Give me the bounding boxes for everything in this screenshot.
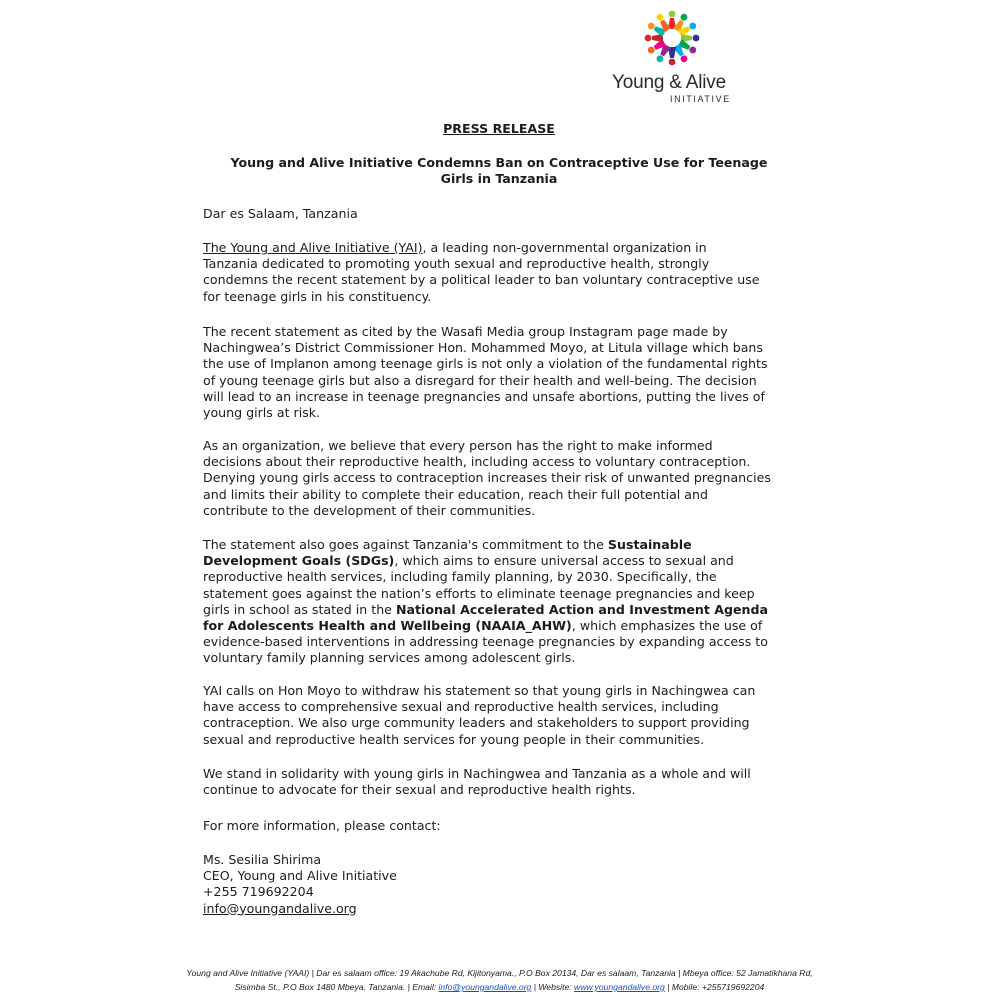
paragraph-commitments: The statement also goes against Tanzania's commitment to the Sustainable Development Goals (SDGs), which aims to ensure universal access to sexual and reproductive health services, including family planning, by 2030. Specifically, the statement goes against the nation’s efforts to eliminate teenage pregnancies and keep girls in school as stated in the National Accelerated Action and Investment Agenda for Adolescents Health and Wellbeing (NAAIA_AHW), which emphasizes the use of evidence-based interventions in addressing teenage pregnancies by expanding access to voluntary family planning services among adolescent girls.	[203, 537, 769, 666]
logo-star-emblem-icon	[642, 8, 702, 68]
footer-address: Young and Alive Initiative (YAAI) | Dar es salaam office: 19 Akachube Rd, Kijitonyama., P.O Box 20134, Dar es salaam, Tanzania | Mbeya office: 52 Jamatikhana Rd,	[186, 968, 813, 978]
contact-role: CEO, Young and Alive Initiative	[203, 868, 397, 884]
contact-intro: For more information, please contact:	[203, 818, 441, 833]
paragraph-solidarity: We stand in solidarity with young girls in Nachingwea and Tanzania as a whole and will continue to advocate for their sexual and reproductive health rights.	[203, 766, 751, 798]
contact-phone: +255 719692204	[203, 884, 314, 900]
headline-line: Young and Alive Initiative Condemns Ban on Contraceptive Use for Teenage	[230, 155, 768, 170]
headline-line: Girls in Tanzania	[440, 171, 558, 186]
paragraph-organization-belief: As an organization, we believe that every person has the right to make informed decisions about their reproductive health, including access to voluntary contraception. Denying young girls access to contraception increases their risk of unwanted pregnancies and limits their ability to complete their education, reach their full potential and contribute to the development of their communities.	[203, 438, 771, 518]
contact-email-link[interactable]: info@youngandalive.org	[203, 900, 357, 916]
dateline: Dar es Salaam, Tanzania	[203, 206, 358, 221]
footer-email-link[interactable]: info@youngandalive.org	[438, 982, 532, 992]
headline	[203, 155, 795, 187]
page-title: PRESS RELEASE	[443, 121, 555, 136]
contact-name: Ms. Sesilia Shirima	[203, 852, 322, 867]
paragraph-statement: The recent statement as cited by the Wasafi Media group Instagram page made by Nachingwea’s District Commissioner Hon. Mohammed Moyo, at Litula village which bans the use of Implanon among teenage girls is not only a violation of the fundamental rights of young teenage girls but also a disregard for their health and well-being. The decision will lead to an increase in teenage pregnancies and unsafe abortions, putting the lives of young girls at risk.	[203, 324, 768, 421]
logo-subtitle: INITIATIVE	[670, 94, 731, 104]
org-name-link: The Young and Alive Initiative (YAI)	[203, 240, 423, 255]
footer: Young and Alive Initiative (YAAI) | Dar es salaam office: 19 Akachube Rd, Kijitonyama., P.O Box 20134, Dar es salaam, Tanzania | Mbeya office: 52 Jamatikhana Rd, Sisimba St., P.O Box 1480 Mbeya, Tanzania. | Email: info@youngandalive.org | Website: www.youngandalive.org | Mobile: +255719692204	[0, 966, 999, 994]
paragraph-call-to-action: YAI calls on Hon Moyo to withdraw his statement so that young girls in Nachingwea can have access to comprehensive sexual and reproductive health services, including contraception. We also urge community leaders and stakeholders to support providing sexual and reproductive health services for young people in their communities.	[203, 683, 756, 747]
organization-logo	[606, 8, 736, 104]
contact-block	[203, 852, 803, 917]
logo-name: Young & Alive	[612, 72, 726, 93]
footer-website-link[interactable]: www.youngandalive.org	[574, 982, 665, 992]
logo-center	[664, 30, 680, 46]
paragraph-intro: The Young and Alive Initiative (YAI), a leading non-governmental organization in Tanzania dedicated to promoting youth sexual and reproductive health, strongly condemns the recent statement by a political leader to ban voluntary contraceptive use for teenage girls in his constituency.	[203, 240, 760, 304]
